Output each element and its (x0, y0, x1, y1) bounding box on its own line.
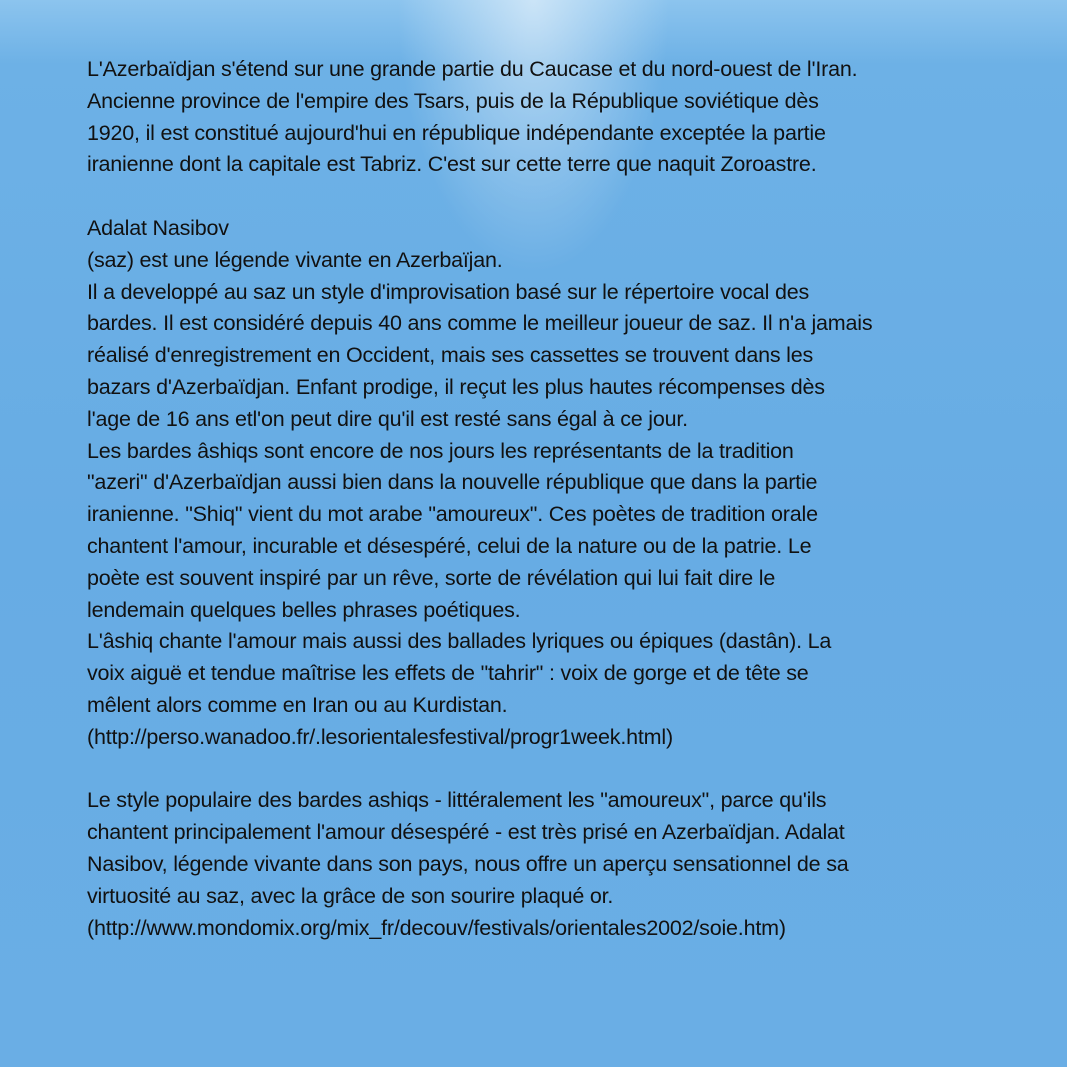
text-line: Ancienne province de l'empire des Tsars, puis de la République soviétique dès (87, 88, 819, 113)
text-line: bardes. Il est considéré depuis 40 ans comme le meilleur joueur de saz. Il n'a jamais (87, 311, 873, 336)
text-line: l'age de 16 ans etl'on peut dire qu'il est resté sans égal à ce jour. (87, 406, 688, 431)
text-line: chantent principalement l'amour désespéré - est très prisé en Azerbaïdjan. Adalat (87, 820, 845, 845)
intro-paragraph (87, 54, 1017, 181)
source-url: (http://www.mondomix.org/mix_fr/decouv/festivals/orientales2002/soie.htm) (87, 915, 786, 940)
artist-paragraph (87, 213, 1017, 754)
text-line: voix aiguë et tendue maîtrise les effets de "tahrir" : voix de gorge et de tête se (87, 661, 809, 686)
text-line: Les bardes âshiqs sont encore de nos jours les représentants de la tradition (87, 438, 794, 463)
text-line: bazars d'Azerbaïdjan. Enfant prodige, il reçut les plus hautes récompenses dès (87, 374, 825, 399)
source-url: (http://perso.wanadoo.fr/.lesorientalesfestival/progr1week.html) (87, 724, 673, 749)
text-line: Nasibov, légende vivante dans son pays, nous offre un aperçu sensationnel de sa (87, 851, 849, 876)
text-line: réalisé d'enregistrement en Occident, mais ses cassettes se trouvent dans les (87, 343, 814, 368)
text-line: "azeri" d'Azerbaïdjan aussi bien dans la nouvelle république que dans la partie (87, 470, 818, 495)
liner-notes-text (87, 54, 1017, 944)
text-line: lendemain quelques belles phrases poétiques. (87, 597, 521, 622)
paragraph-spacer (87, 754, 1017, 786)
review-paragraph (87, 785, 1017, 944)
text-line: (saz) est une légende vivante en Azerbaïjan. (87, 247, 503, 272)
text-line: poète est souvent inspiré par un rêve, sorte de révélation qui lui fait dire le (87, 565, 776, 590)
artist-name: Adalat Nasibov (87, 215, 229, 240)
text-line: chantent l'amour, incurable et désespéré, celui de la nature ou de la patrie. Le (87, 533, 812, 558)
text-line: L'Azerbaïdjan s'étend sur une grande partie du Caucase et du nord-ouest de l'Iran. (87, 57, 858, 81)
paragraph-spacer (87, 181, 1017, 213)
text-line: mêlent alors comme en Iran ou au Kurdistan. (87, 692, 508, 717)
text-line: iranienne. "Shiq" vient du mot arabe "amoureux". Ces poètes de tradition orale (87, 502, 818, 527)
text-line: iranienne dont la capitale est Tabriz. C'est sur cette terre que naquit Zoroastre. (87, 152, 817, 177)
text-line: virtuosité au saz, avec la grâce de son sourire plaqué or. (87, 883, 614, 908)
text-line: 1920, il est constitué aujourd'hui en république indépendante exceptée la partie (87, 120, 826, 145)
text-line: L'âshiq chante l'amour mais aussi des ballades lyriques ou épiques (dastân). La (87, 629, 832, 654)
text-line: Le style populaire des bardes ashiqs - littéralement les "amoureux", parce qu'ils (87, 788, 827, 813)
text-line: Il a developpé au saz un style d'improvisation basé sur le répertoire vocal des (87, 279, 810, 304)
